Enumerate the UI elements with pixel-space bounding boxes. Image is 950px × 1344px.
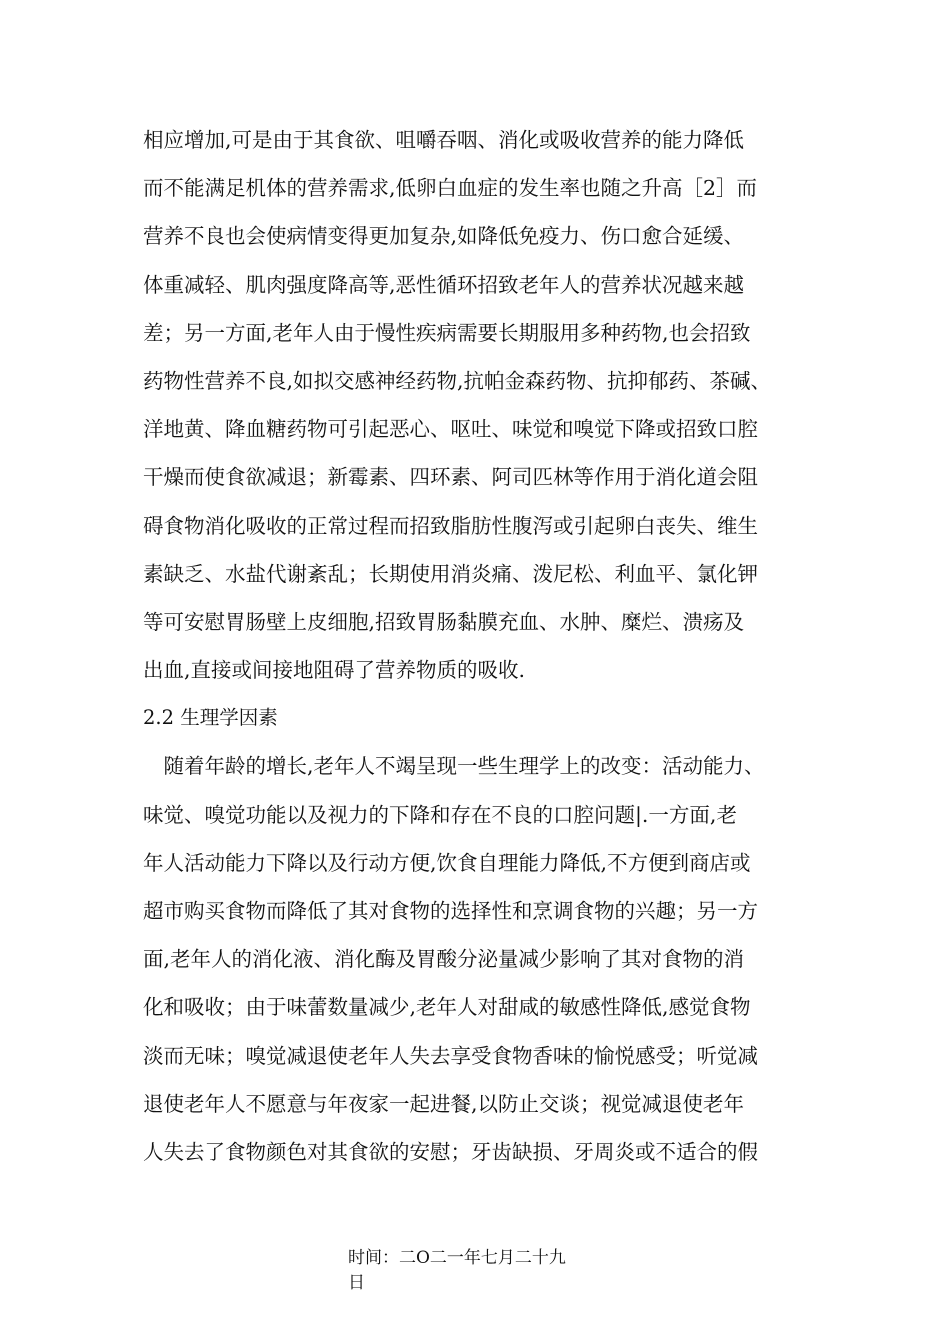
text-line: 药物性营养不良,如拟交感神经药物,抗帕金森药物、抗抑郁药、茶碱、 [143,368,772,393]
footer-date-line: 日 [348,1273,365,1293]
text-line: 超市购买食物而降低了其对食物的选择性和烹调食物的兴趣；另一方 [143,899,758,923]
text-line: 人失去了食物颜色对其食欲的安慰；牙齿缺损、牙周炎或不适合的假 [143,1139,758,1164]
text-line: 素缺乏、水盐代谢紊乱；长期使用消炎痛、泼尼松、利血平、氯化钾 [143,561,758,586]
section-heading: 2.2 生理学因素 [143,706,278,730]
text-line: 体重减轻、肌肉强度降高等,恶性循环招致老年人的营养状况越来越 [143,272,745,297]
text-line: 等可安慰胃肠壁上皮细胞,招致胃肠黏膜充血、水肿、糜烂、溃疡及 [143,609,745,634]
text-line: 味觉、嗅觉功能以及视力的下降和存在不良的口腔问题|.一方面,老 [143,802,737,827]
footer-date-line: 时间：二O二一年七月二十九 [348,1248,566,1268]
text-line: 退使老年人不愿意与年夜家一起进餐,以防止交谈；视觉减退使老年 [143,1091,745,1116]
text-line: 营养不良也会使病情变得更加复杂,如降低免疫力、伤口愈合延缓、 [143,224,745,249]
text-line: 化和吸收；由于味蕾数量减少,老年人对甜咸的敏感性降低,感觉食物 [143,995,751,1020]
text-line: 洋地黄、降血糖药物可引起恶心、呕吐、味觉和嗅觉下降或招致口腔 [143,417,758,442]
text-line: 年人活动能力下降以及行动方便,饮食自理能力降低,不方便到商店或 [143,850,751,875]
text-line: 而不能满足机体的营养需求,低卵白血症的发生率也随之升高［2］而 [143,176,758,201]
text-line: 淡而无味；嗅觉减退使老年人失去享受食物香味的愉悦感受；听觉减 [143,1043,758,1068]
text-line: 差；另一方面,老年人由于慢性疾病需要长期服用多种药物,也会招致 [143,320,751,345]
body-text [143,116,843,1176]
text-line: 出血,直接或间接地阻碍了营养物质的吸收. [143,658,526,683]
text-line: 随着年龄的增长,老年人不竭呈现一些生理学上的改变：活动能力、 [143,754,765,779]
text-line: 面,老年人的消化液、消化酶及胃酸分泌量减少影响了其对食物的消 [143,947,745,972]
page-footer [348,1246,668,1296]
text-line: 相应增加,可是由于其食欲、咀嚼吞咽、消化或吸收营养的能力降低 [143,128,745,152]
text-line: 碍食物消化吸收的正常过程而招致脂肪性腹泻或引起卵白丧失、维生 [143,513,758,538]
text-line: 干燥而使食欲减退；新霉素、四环素、阿司匹林等作用于消化道会阻 [143,465,758,490]
